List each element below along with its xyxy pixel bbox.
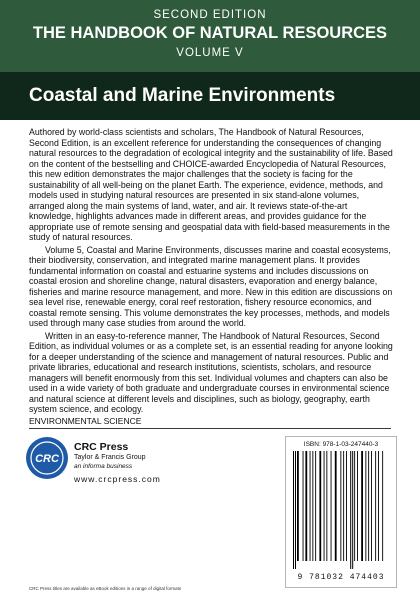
volume-title: Coastal and Marine Environments [29,85,336,106]
divider [29,428,391,429]
publisher-name: CRC Press [74,441,129,453]
barcode-bars [291,451,391,569]
description [29,127,394,417]
barcode-digits: 9 781032 474403 [297,573,385,582]
publisher-business: an informa business [74,463,133,470]
ebook-note: CRC Press titles are available as eBook editions in a range of digital formats [29,586,182,591]
series-header [0,0,420,72]
description-paragraph-2: Volume 5, Coastal and Marine Environments, discusses marine and coastal ecosystems, their biodiversity, conservation, and integrated marine management plans. It provides fundamental information on coastal and estuarine systems and includes discussions on coastal erosion and shoreline change, natural disasters, evaporation and energy balance, fisheries and marine resource management, and more. New in this edition are discussions on sea level rise, renewable energy, coral reef restoration, fishery resource economics, and coastal remote sensing. This volume demonstrates the key processes, methods, and models used through many case studies from around the world. [29,244,393,328]
description-paragraph-3: Written in an easy-to-reference manner, The Handbook of Natural Resources, Second Edition, as individual volumes or as a complete set, is an essential reading for anyone looking for a deeper understanding of the science and management of natural resources. Public and private libraries, educational and research institutions, scientists, scholars, and resource managers will benefit enormously from this set. Individual volumes and chapters can also be used in a wide variety of both graduate and undergraduate courses in environmental science and natural science at different levels and disciplines, such as biology, geography, earth system science, and ecology. [29,330,393,414]
isbn-barcode [285,436,397,588]
isbn-number: ISBN: 978-1-03-247440-3 [303,441,379,448]
volume-label: VOLUME V [176,47,244,59]
subject-category: ENVIRONMENTAL SCIENCE [29,416,142,426]
series-title: THE HANDBOOK OF NATURAL RESOURCES [32,24,388,42]
publisher-group: Taylor & Francis Group [74,454,146,461]
description-paragraph-1: Authored by world-class scientists and scholars, The Handbook of Natural Resources, Second Edition, is an excellent reference for understanding the consequences of changing natural resources to the degradation of ecological integrity and the sustainability of life. Based on the content of the bestselling and CHOICE-awarded Encyclopedia of Natural Resources, this new edition demonstrates the major challenges that the society is facing for the sustainability of all well-being on the planet Earth. The experience, evidence, methods, and models used in studying natural resources are presented in six stand-alone volumes, arranged along the main systems of land, water, and air. It reviews state-of-the-art knowledge, highlights advances made in different areas, and provides guidance for the appropriate use of remote sensing and geospatial data with field-based measurements in the study of natural resources. [29,127,393,242]
edition-label: SECOND EDITION [153,9,267,21]
crc-press-logo [25,436,69,480]
publisher-url[interactable]: www.crcpress.com [74,474,161,484]
logo-text: CRC [35,453,59,465]
